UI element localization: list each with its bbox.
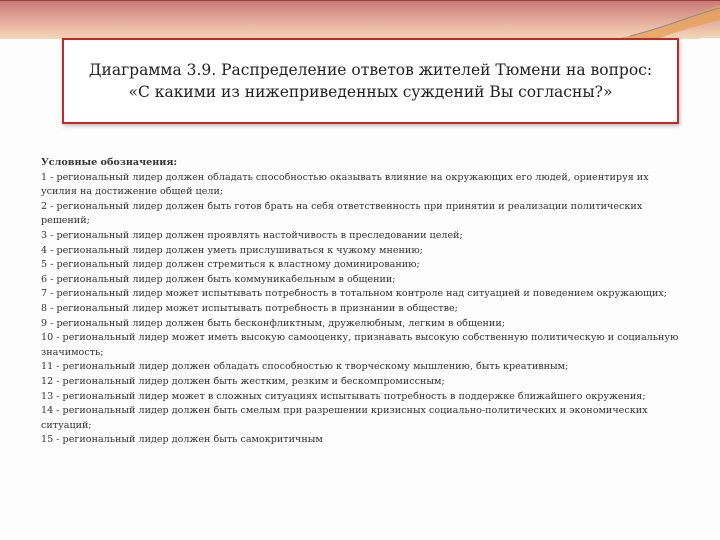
legend-item: 9 - региональный лидер должен быть бесконфликтным, дружелюбным, легким в общении; xyxy=(41,317,505,329)
legend-title: Условные обозначения: xyxy=(41,157,177,168)
legend-item: 12 - региональный лидер должен быть жестким, резким и бескомпромиссным; xyxy=(41,375,445,387)
legend-item: 5 - региональный лидер должен стремиться к властному доминированию; xyxy=(41,259,420,271)
legend xyxy=(41,156,686,448)
legend-item: 1 - региональный лидер должен обладать способностью оказывать влияние на окружающих его людей, ориентируя их усилия на достижение общей цели; xyxy=(41,171,649,198)
legend-item: 4 - региональный лидер должен уметь прислушиваться к чужому мнению; xyxy=(41,244,423,256)
legend-item: 13 - региональный лидер может в сложных ситуациях испытывать потребность в поддержке ближайшего окружения; xyxy=(41,390,646,402)
decorative-swoosh xyxy=(520,0,720,40)
legend-item: 3 - региональный лидер должен проявлять настойчивость в преследовании целей; xyxy=(41,229,463,241)
slide-title: Диаграмма 3.9. Распределение ответов жителей Тюмени на вопрос: «С какими из нижеприведенных суждений Вы согласны?» xyxy=(88,61,653,101)
legend-item: 15 - региональный лидер должен быть самокритичным xyxy=(41,434,323,446)
legend-item: 8 - региональный лидер может испытывать потребность в признании в обществе; xyxy=(41,302,458,314)
legend-item: 14 - региональный лидер должен быть смелым при разрешении кризисных социально-политических и экономических ситуаций; xyxy=(41,405,648,431)
title-box xyxy=(62,38,679,124)
legend-item: 11 - региональный лидер должен обладать способностью к творческому мышлению, быть креативным; xyxy=(41,361,569,373)
legend-item: 2 - региональный лидер должен быть готов брать на себя ответственность при принятии и реализации политических решений; xyxy=(41,200,643,227)
legend-item: 7 - региональный лидер может испытывать потребность в тотальном контроле над ситуацией и поведением окружающих; xyxy=(41,288,668,300)
legend-item: 6 - региональный лидер должен быть коммуникабельным в общении; xyxy=(41,273,396,285)
legend-item: 10 - региональный лидер может иметь высокую самооценку, признавать высокую собственную политическую и социальную значимость; xyxy=(41,332,679,358)
